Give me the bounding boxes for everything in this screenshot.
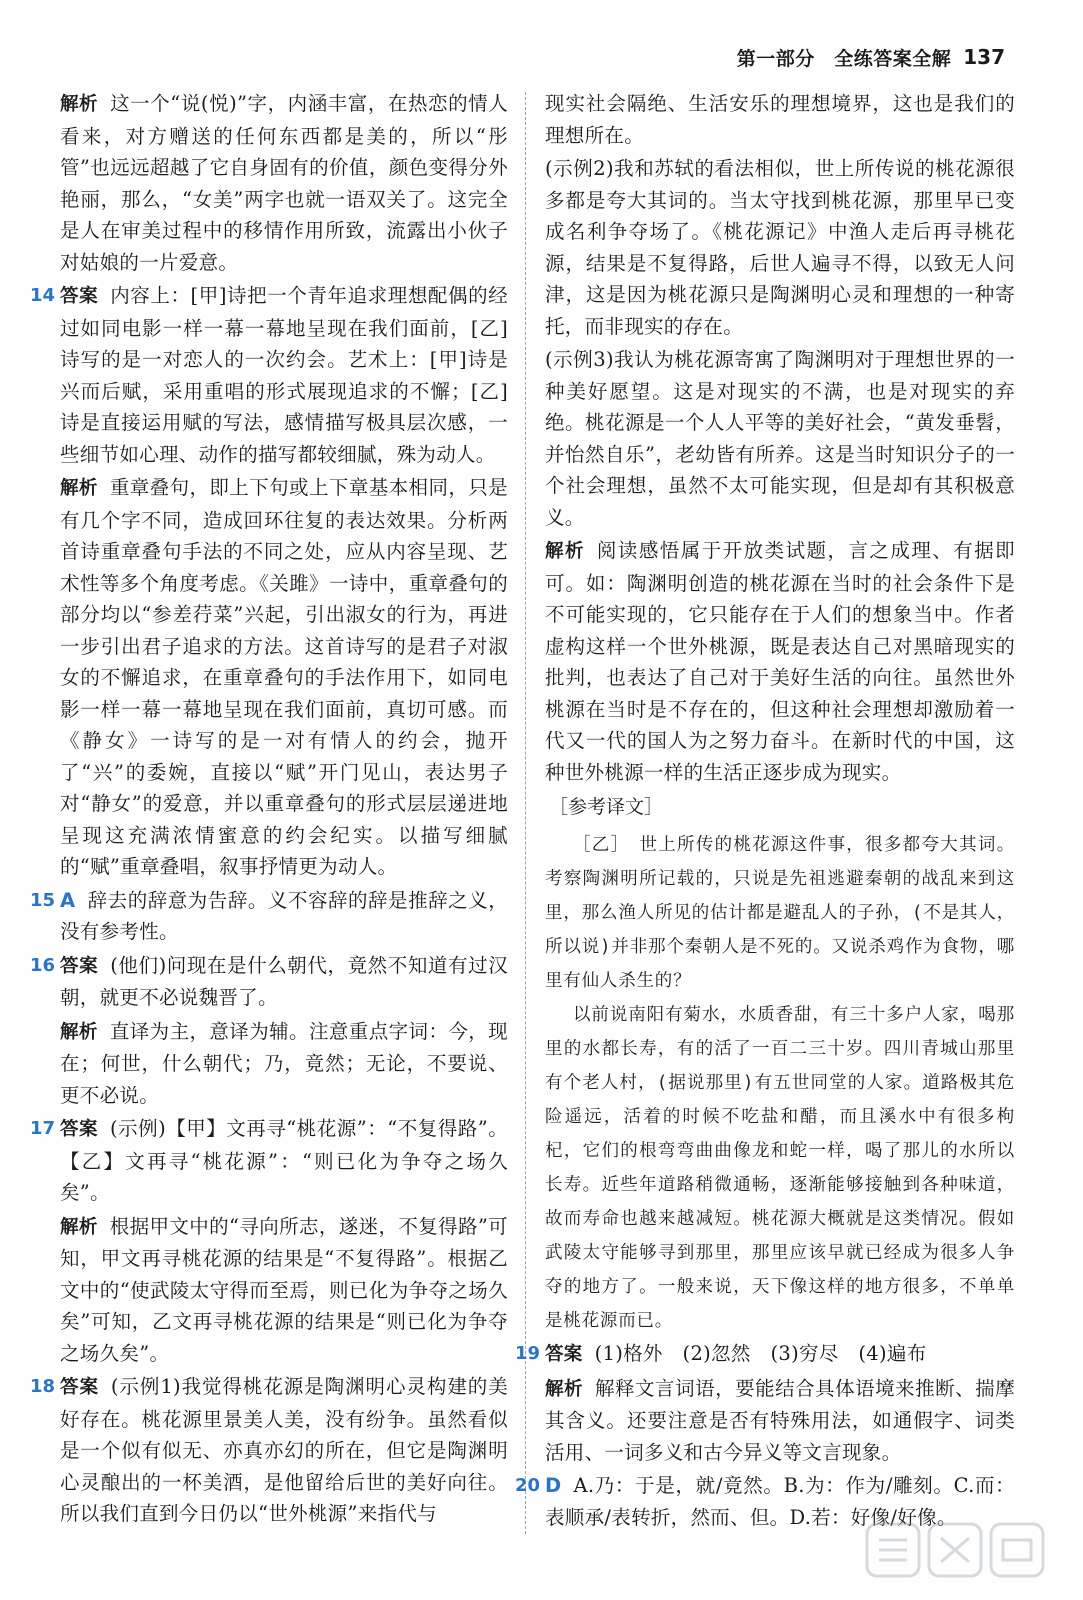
answer-tag: 答案 (60, 955, 99, 977)
answer-tag: 答案 (60, 1377, 99, 1398)
q15-block (30, 885, 508, 950)
q19-block (515, 1338, 1015, 1470)
answer-choice: A (60, 888, 76, 912)
answer-tag: 答案 (60, 286, 99, 307)
q13-analysis-block (30, 88, 508, 280)
q14-answer-text: 内容上：[甲]诗把一个青年追求理想配偶的经过如同电影一样一幕一幕地呈现在我们面前，[乙]诗写的是一对恋人的一次约会。艺术上：[甲]诗是兴而后赋，采用重唱的形式展现追求的不懈；[乙]诗是直接运用赋的写法，感情描写极具层次感，一些细节如心理、动作的描写都较细腻，殊为动人。 (60, 284, 508, 466)
question-number: 14 (30, 285, 56, 306)
answer-tag: 答案 (60, 1119, 99, 1140)
q18-analysis-text: 阅读感悟属于开放类试题，言之成理、有据即可。如：陶渊明创造的桃花源在当时的社会条件下是不可能实现的，它只能存在于人们的想象当中。作者虚构这样一个世外桃源，既是表达自己对黑暗现实的批判，也表达了自己对于美好生活的向往。虽然世外桃源在当时是不存在的，但这种社会理想却激励着一代又一代的国人为之努力奋斗。在新时代的中国，这种世外桃源一样的生活正逐步成为现实。 (545, 539, 1015, 784)
column-divider (525, 92, 526, 1534)
right-column (515, 88, 1015, 1535)
translation-paragraph-1: ［乙］ 世上所传的桃花源这件事，很多都夸大其词。考察陶渊明所记载的，只说是先祖逃避秦朝的战乱来到这里，那么渔人所见的估计都是避乱人的子孙，(不是其人，所以说)并非那个秦朝人是不死的。又说杀鸡作为食物，哪里有仙人杀生的？ (545, 835, 1015, 991)
header-section-title: 第一部分 全练答案全解 (736, 47, 952, 70)
analysis-tag: 解析 (60, 94, 99, 115)
left-column (30, 88, 508, 1532)
page-number: 137 (963, 45, 1005, 69)
watermark-logo (863, 1518, 1053, 1582)
reference-translation-heading: ［参考译文］ (549, 796, 664, 818)
q16-answer-text: (他们)问现在是什么朝代，竟然不知道有过汉朝，就更不必说魏晋了。 (60, 953, 508, 1009)
answer-tag: 答案 (545, 1344, 583, 1365)
q18-example-3: (示例3)我认为桃花源寄寓了陶渊明对于理想世界的一种美好愿望。这是对现实的不满，也是对现实的弃绝。桃花源是一个人人平等的美好社会，“黄发垂髫，并怡然自乐”，老幼皆有所养。这是当时知识分子的一个社会理想，虽然不太可能实现，但是却有其积极意义。 (545, 348, 1015, 529)
q16-block (30, 950, 508, 1114)
q14-analysis-text: 重章叠句，即上下句或上下章基本相同，只是有几个字不同，造成回环往复的表达效果。分析两首诗重章叠句手法的不同之处，应从内容呈现、艺术性等多个角度考虑。《关雎》一诗中，重章叠句的部分均以“参差荇菜”兴起，引出淑女的行为，再进一步引出君子追求的方法。这首诗写的是君子对淑女的不懈追求，在重章叠句的手法作用下，如同电影一样一幕一幕地呈现在我们面前，真切可感。而《静女》一诗写的是一对有情人的约会，抛开了“兴”的委婉，直接以“赋”开门见山，表达男子对“静女”的爱意，并以重章叠句的形式层层递进地呈现这充满浓情蜜意的约会纪实。以描写细腻的“赋”重章叠唱，叙事抒情更为动人。 (60, 476, 508, 878)
q17-block (30, 1113, 508, 1371)
translation-paragraph-2: 以前说南阳有菊水，水质香甜，有三十多户人家，喝那里的水都长寿，有的活了一百二三十岁。四川青城山那里有个老人村，(据说那里)有五世同堂的人家。道路极其危险遥远，活着的时候不吃盐和醋，而且溪水中有很多枸杞，它们的根弯弯曲曲像龙和蛇一样，喝了那儿的水所以长寿。近些年道路稍微通畅，逐渐能够接触到各种味道，故而寿命也越来越减短。桃花源大概就是这类情况。假如武陵太守能够寻到那里，那里应该早就已经成为很多人争夺的地方了。一般来说，天下像这样的地方很多，不单单是桃花源而已。 (545, 1005, 1015, 1331)
q18-answer-text: (示例1)我觉得桃花源是陶渊明心灵构建的美好存在。桃花源里景美人美，没有纷争。虽然看似是一个似有似无、亦真亦幻的所在，但它是陶渊明心灵酿出的一杯美酒，是他留给后世的美好向往。所以我们直到今日仍以“世外桃源”来指代与 (60, 1375, 508, 1525)
q18-answer-continued: 现实社会隔绝、生活安乐的理想境界，这也是我们的理想所在。 (545, 92, 1015, 147)
question-number: 17 (30, 1118, 56, 1139)
q15-text: 辞去的辞意为告辞。义不容辞的辞是推辞之义，没有参考性。 (60, 888, 508, 943)
analysis-tag: 解析 (545, 541, 585, 562)
q17-answer-text: (示例)【甲】文再寻“桃花源”：“不复得路”。【乙】文再寻“桃花源”：“则已化为争夺之场久矣”。 (60, 1117, 508, 1204)
q13-analysis-text: 这一个“说(悦)”字，内涵丰富，在热恋的情人看来，对方赠送的任何东西都是美的，所以“彤管”也远远超越了它自身固有的价值，颜色变得分外艳丽，那么，“女美”两字也就一语双关了。这完全是人在审美过程中的移情作用所致，流露出小伙子对姑娘的一片爱意。 (60, 92, 508, 274)
question-number: 19 (515, 1343, 541, 1364)
analysis-tag: 解析 (60, 1021, 98, 1043)
q17-analysis-text: 根据甲文中的“寻向所志，遂迷，不复得路”可知，甲文再寻桃花源的结果是“不复得路”。根据乙文中的“使武陵太守得而至焉，则已化为争夺之场久矣”可知，乙文再寻桃花源的结果是“则已化为争夺之场久矣”。 (60, 1214, 508, 1365)
answer-choice: D (545, 1474, 562, 1497)
question-number: 16 (30, 954, 56, 976)
q19-analysis-text: 解释文言词语，要能结合具体语境来推断、揣摩其含义。还要注意是否有特殊用法，如通假字、词类活用、一词多义和古今异义等文言现象。 (545, 1376, 1015, 1464)
q18-example-2: (示例2)我和苏轼的看法相似，世上所传说的桃花源很多都是夸大其词的。当太守找到桃花源，那里早已变成名利争夺场了。《桃花源记》中渔人走后再寻桃花源，结果是不复得路，后世人遍寻不得，以致无人问津，这是因为桃花源只是陶渊明心灵和理想的一种寄托，而非现实的存在。 (545, 157, 1015, 338)
q20-text: A.乃：于是，就/竟然。B.为：作为/雕刻。C.而：表顺承/表转折，然而、但。D.若：好像/好像。 (545, 1474, 1015, 1529)
question-number: 15 (30, 889, 56, 911)
analysis-tag: 解析 (545, 1378, 584, 1400)
analysis-tag: 解析 (60, 1216, 98, 1238)
question-number: 18 (30, 1376, 56, 1397)
question-number: 20 (515, 1475, 541, 1496)
q16-analysis-text: 直译为主，意译为辅。注意重点字词：今，现在；何世，什么朝代；乃，竟然；无论，不要说、更不必说。 (60, 1019, 508, 1107)
q18-block (30, 1371, 508, 1532)
analysis-tag: 解析 (60, 478, 98, 499)
running-header (737, 40, 1005, 74)
q14-block (30, 280, 508, 885)
q19-answer-text: (1)格外 (2)忽然 (3)穷尽 (4)遍布 (594, 1342, 927, 1365)
